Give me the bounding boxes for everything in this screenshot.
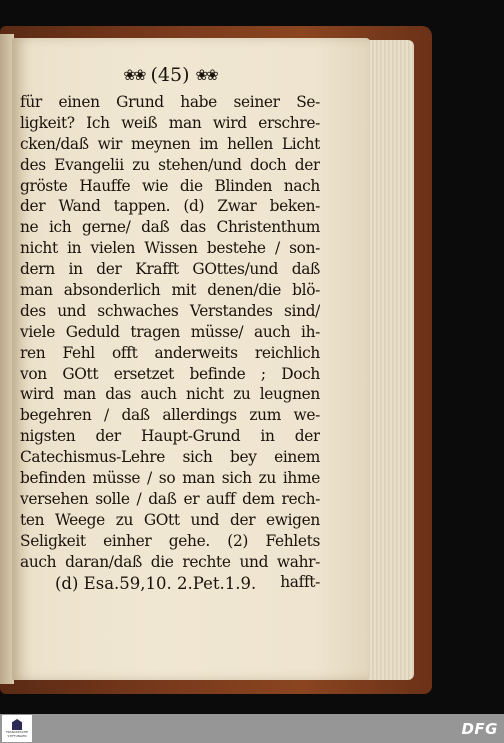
text-line: ten Weege zu GOtt und der ewigen	[20, 510, 320, 529]
viewer-footer-bar	[0, 714, 504, 743]
text-line: der Wand tappen. (d) Zwar beken-	[20, 197, 320, 216]
text-line: versehen solle / daß er auff dem rech-	[20, 489, 320, 508]
text-line: des und schwaches Verstandes sind/	[20, 301, 320, 320]
text-line: wird man das auch nicht zu leugnen	[20, 385, 320, 404]
text-line: nigsten der Haupt-Grund in der	[20, 427, 320, 446]
text-line: von GOtt ersetzet befinde ; Doch	[20, 364, 320, 383]
text-line: cken/daß wir meynen im hellen Licht	[20, 134, 320, 153]
text-line: befinden müsse / so man sich zu ihme	[20, 469, 320, 488]
show-through-bleed	[28, 556, 298, 572]
text-line: viele Geduld tragen müsse/ auch ih-	[20, 322, 320, 341]
building-icon	[12, 719, 22, 730]
ornament-right-icon: ❀❀	[195, 66, 217, 84]
catchword: hafft-	[280, 573, 320, 592]
ornament-left-icon: ❀❀	[123, 66, 145, 84]
text-line: ren Fehl offt anderweits reichlich	[20, 343, 320, 362]
text-line: ne ich gerne/ daß das Christenthum	[20, 218, 320, 237]
text-line: des Evangelii zu stehen/und doch der	[20, 155, 320, 174]
text-line: Catechismus-Lehre sich bey einem	[20, 448, 320, 467]
text-line: ligkeit? Ich weiß man wird erschre-	[20, 113, 320, 132]
text-line: begehren / daß allerdings zum we-	[20, 406, 320, 425]
dfg-logo[interactable]: DFG	[461, 719, 498, 738]
logo-label: FRANCKESCHE STIFTUNGEN	[5, 730, 29, 738]
text-line: man absonderlich mit denen/die blö-	[20, 281, 320, 300]
text-line: für einen Grund habe seiner Se-	[20, 93, 320, 111]
footnote: (d) Esa.59,10. 2.Pet.1.9.	[55, 574, 257, 593]
text-line: Seligkeit einher gehe. (2) Fehlets	[20, 531, 320, 550]
text-line: gröste Hauffe wie die Blinden nach	[20, 176, 320, 195]
body-text	[20, 92, 320, 593]
institution-logo[interactable]	[2, 715, 32, 742]
text-line: auch daran/daß die rechte und wahr-	[20, 552, 320, 571]
text-line: dern in der Krafft GOttes/und daß	[20, 260, 320, 279]
text-line: nicht in vielen Wissen bestehe / son-	[20, 239, 320, 258]
page-number: (45)	[150, 64, 190, 86]
page-header	[100, 62, 240, 88]
